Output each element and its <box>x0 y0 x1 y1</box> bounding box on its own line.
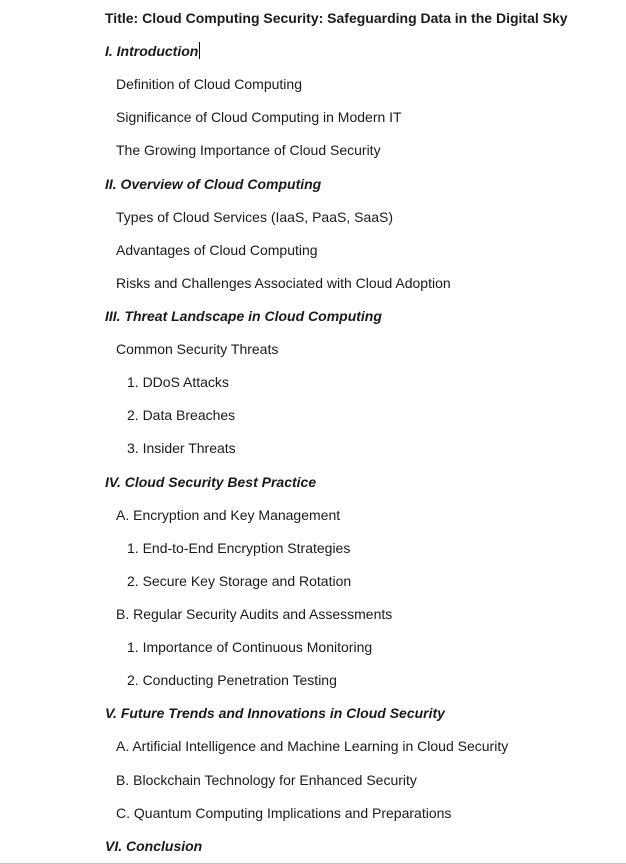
outline-item: Significance of Cloud Computing in Modern IT <box>116 109 402 125</box>
outline-item: B. Regular Security Audits and Assessments <box>116 606 393 622</box>
outline-subitem: 1. DDoS Attacks <box>127 374 229 390</box>
outline-subitem: 2. Secure Key Storage and Rotation <box>127 573 352 589</box>
outline-item: A. Encryption and Key Management <box>116 507 341 523</box>
outline-item: The Growing Importance of Cloud Security <box>116 142 381 158</box>
outline-item: Definition of Cloud Computing <box>116 76 302 92</box>
outline-item: Advantages of Cloud Computing <box>116 242 318 258</box>
outline-subitem: 2. Conducting Penetration Testing <box>127 672 337 688</box>
outline-subitem: 3. Insider Threats <box>127 440 236 456</box>
outline-item: Types of Cloud Services (IaaS, PaaS, SaaS) <box>116 209 394 225</box>
outline-item: Risks and Challenges Associated with Cloud Adoption <box>116 275 451 291</box>
outline-item: A. Artificial Intelligence and Machine Learning in Cloud Security <box>116 738 509 754</box>
outline-subitem: 2. Data Breaches <box>127 407 236 423</box>
section-heading-best-practice: IV. Cloud Security Best Practice <box>105 474 317 490</box>
section-heading-text: I. Introduction <box>105 43 199 59</box>
text-cursor <box>199 42 200 59</box>
section-heading-overview: II. Overview of Cloud Computing <box>105 176 322 192</box>
section-heading-conclusion: VI. Conclusion <box>105 838 203 854</box>
outline-subitem: 1. End-to-End Encryption Strategies <box>127 540 351 556</box>
section-heading-future-trends: V. Future Trends and Innovations in Cloud Security <box>105 705 445 721</box>
outline-item: Common Security Threats <box>116 341 279 357</box>
section-heading-introduction <box>105 40 200 62</box>
outline-subitem: 1. Importance of Continuous Monitoring <box>127 639 373 655</box>
outline-item: C. Quantum Computing Implications and Preparations <box>116 805 452 821</box>
section-heading-threat-landscape: III. Threat Landscape in Cloud Computing <box>105 308 382 324</box>
outline-item: B. Blockchain Technology for Enhanced Security <box>116 772 417 788</box>
document-title: Title: Cloud Computing Security: Safeguarding Data in the Digital Sky <box>105 10 568 26</box>
